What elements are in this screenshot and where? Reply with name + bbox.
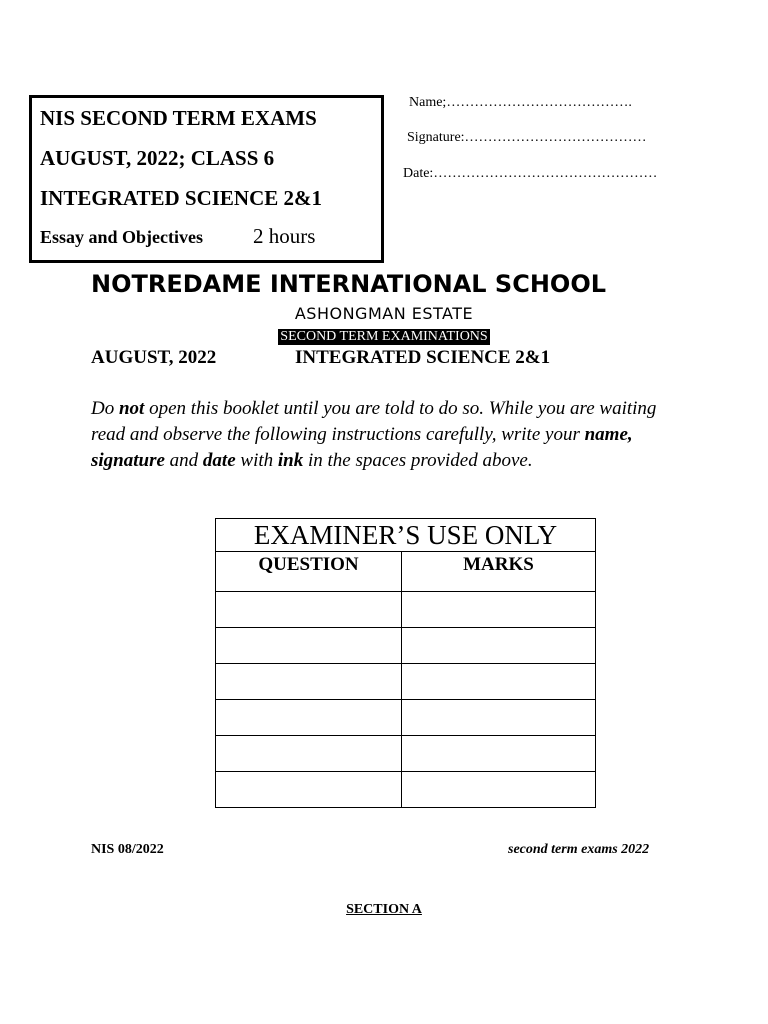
signature-field[interactable]: Signature:…………………………………	[407, 130, 647, 145]
question-cell[interactable]	[216, 592, 402, 628]
header-date-class: AUGUST, 2022; CLASS 6	[40, 146, 275, 170]
table-row	[216, 628, 596, 664]
header-paper-type: Essay and Objectives	[40, 227, 204, 247]
marks-cell[interactable]	[402, 628, 596, 664]
name-field[interactable]: Name;………………………………….	[409, 95, 632, 110]
marks-cell[interactable]	[402, 772, 596, 808]
exam-banner: SECOND TERM EXAMINATIONS	[280, 329, 488, 344]
footer-code: NIS 08/2022	[91, 842, 164, 857]
section-heading: SECTION A	[346, 902, 422, 917]
table-row	[216, 592, 596, 628]
table-row	[216, 772, 596, 808]
instr-bold-date: date	[202, 450, 236, 471]
date-field[interactable]: Date:…………………………………………	[403, 166, 658, 181]
instructions-paragraph	[91, 396, 691, 474]
table-title: EXAMINER’S USE ONLY	[216, 519, 596, 552]
instr-text: with	[235, 450, 278, 471]
marks-cell[interactable]	[402, 700, 596, 736]
question-cell[interactable]	[216, 628, 402, 664]
exam-subject: INTEGRATED SCIENCE 2&1	[295, 347, 551, 368]
marks-cell[interactable]	[402, 664, 596, 700]
marks-cell[interactable]	[402, 592, 596, 628]
exam-date: AUGUST, 2022	[91, 347, 217, 368]
question-cell[interactable]	[216, 700, 402, 736]
instr-text: open this booklet until you are told to do so. While you are waiting read and observe the following instructions carefully, write your	[91, 398, 657, 445]
instr-text: in the spaces provided above.	[303, 450, 533, 471]
exam-banner-wrap	[0, 327, 768, 345]
instr-bold-ink: ink	[277, 450, 304, 471]
instr-bold-name-signature: name, signature	[91, 424, 633, 471]
instr-bold-not: not	[118, 398, 145, 419]
question-cell[interactable]	[216, 772, 402, 808]
exam-header-box	[29, 95, 384, 263]
instr-text: Do	[91, 398, 119, 419]
table-header-row	[216, 552, 596, 592]
table-row	[216, 700, 596, 736]
question-cell[interactable]	[216, 736, 402, 772]
school-name: NOTREDAME INTERNATIONAL SCHOOL	[91, 270, 607, 298]
table-row	[216, 664, 596, 700]
column-marks: MARKS	[402, 552, 596, 592]
school-location: ASHONGMAN ESTATE	[294, 304, 474, 323]
question-cell[interactable]	[216, 664, 402, 700]
column-question: QUESTION	[216, 552, 402, 592]
header-duration: 2 hours	[253, 224, 316, 248]
header-subject: INTEGRATED SCIENCE 2&1	[40, 186, 322, 210]
examiner-use-table	[215, 518, 596, 808]
footer-note: second term exams 2022	[508, 842, 650, 857]
table-row	[216, 736, 596, 772]
marks-cell[interactable]	[402, 736, 596, 772]
table-title-row	[216, 519, 596, 552]
header-exam-title: NIS SECOND TERM EXAMS	[40, 106, 317, 130]
instr-text: and	[164, 450, 203, 471]
